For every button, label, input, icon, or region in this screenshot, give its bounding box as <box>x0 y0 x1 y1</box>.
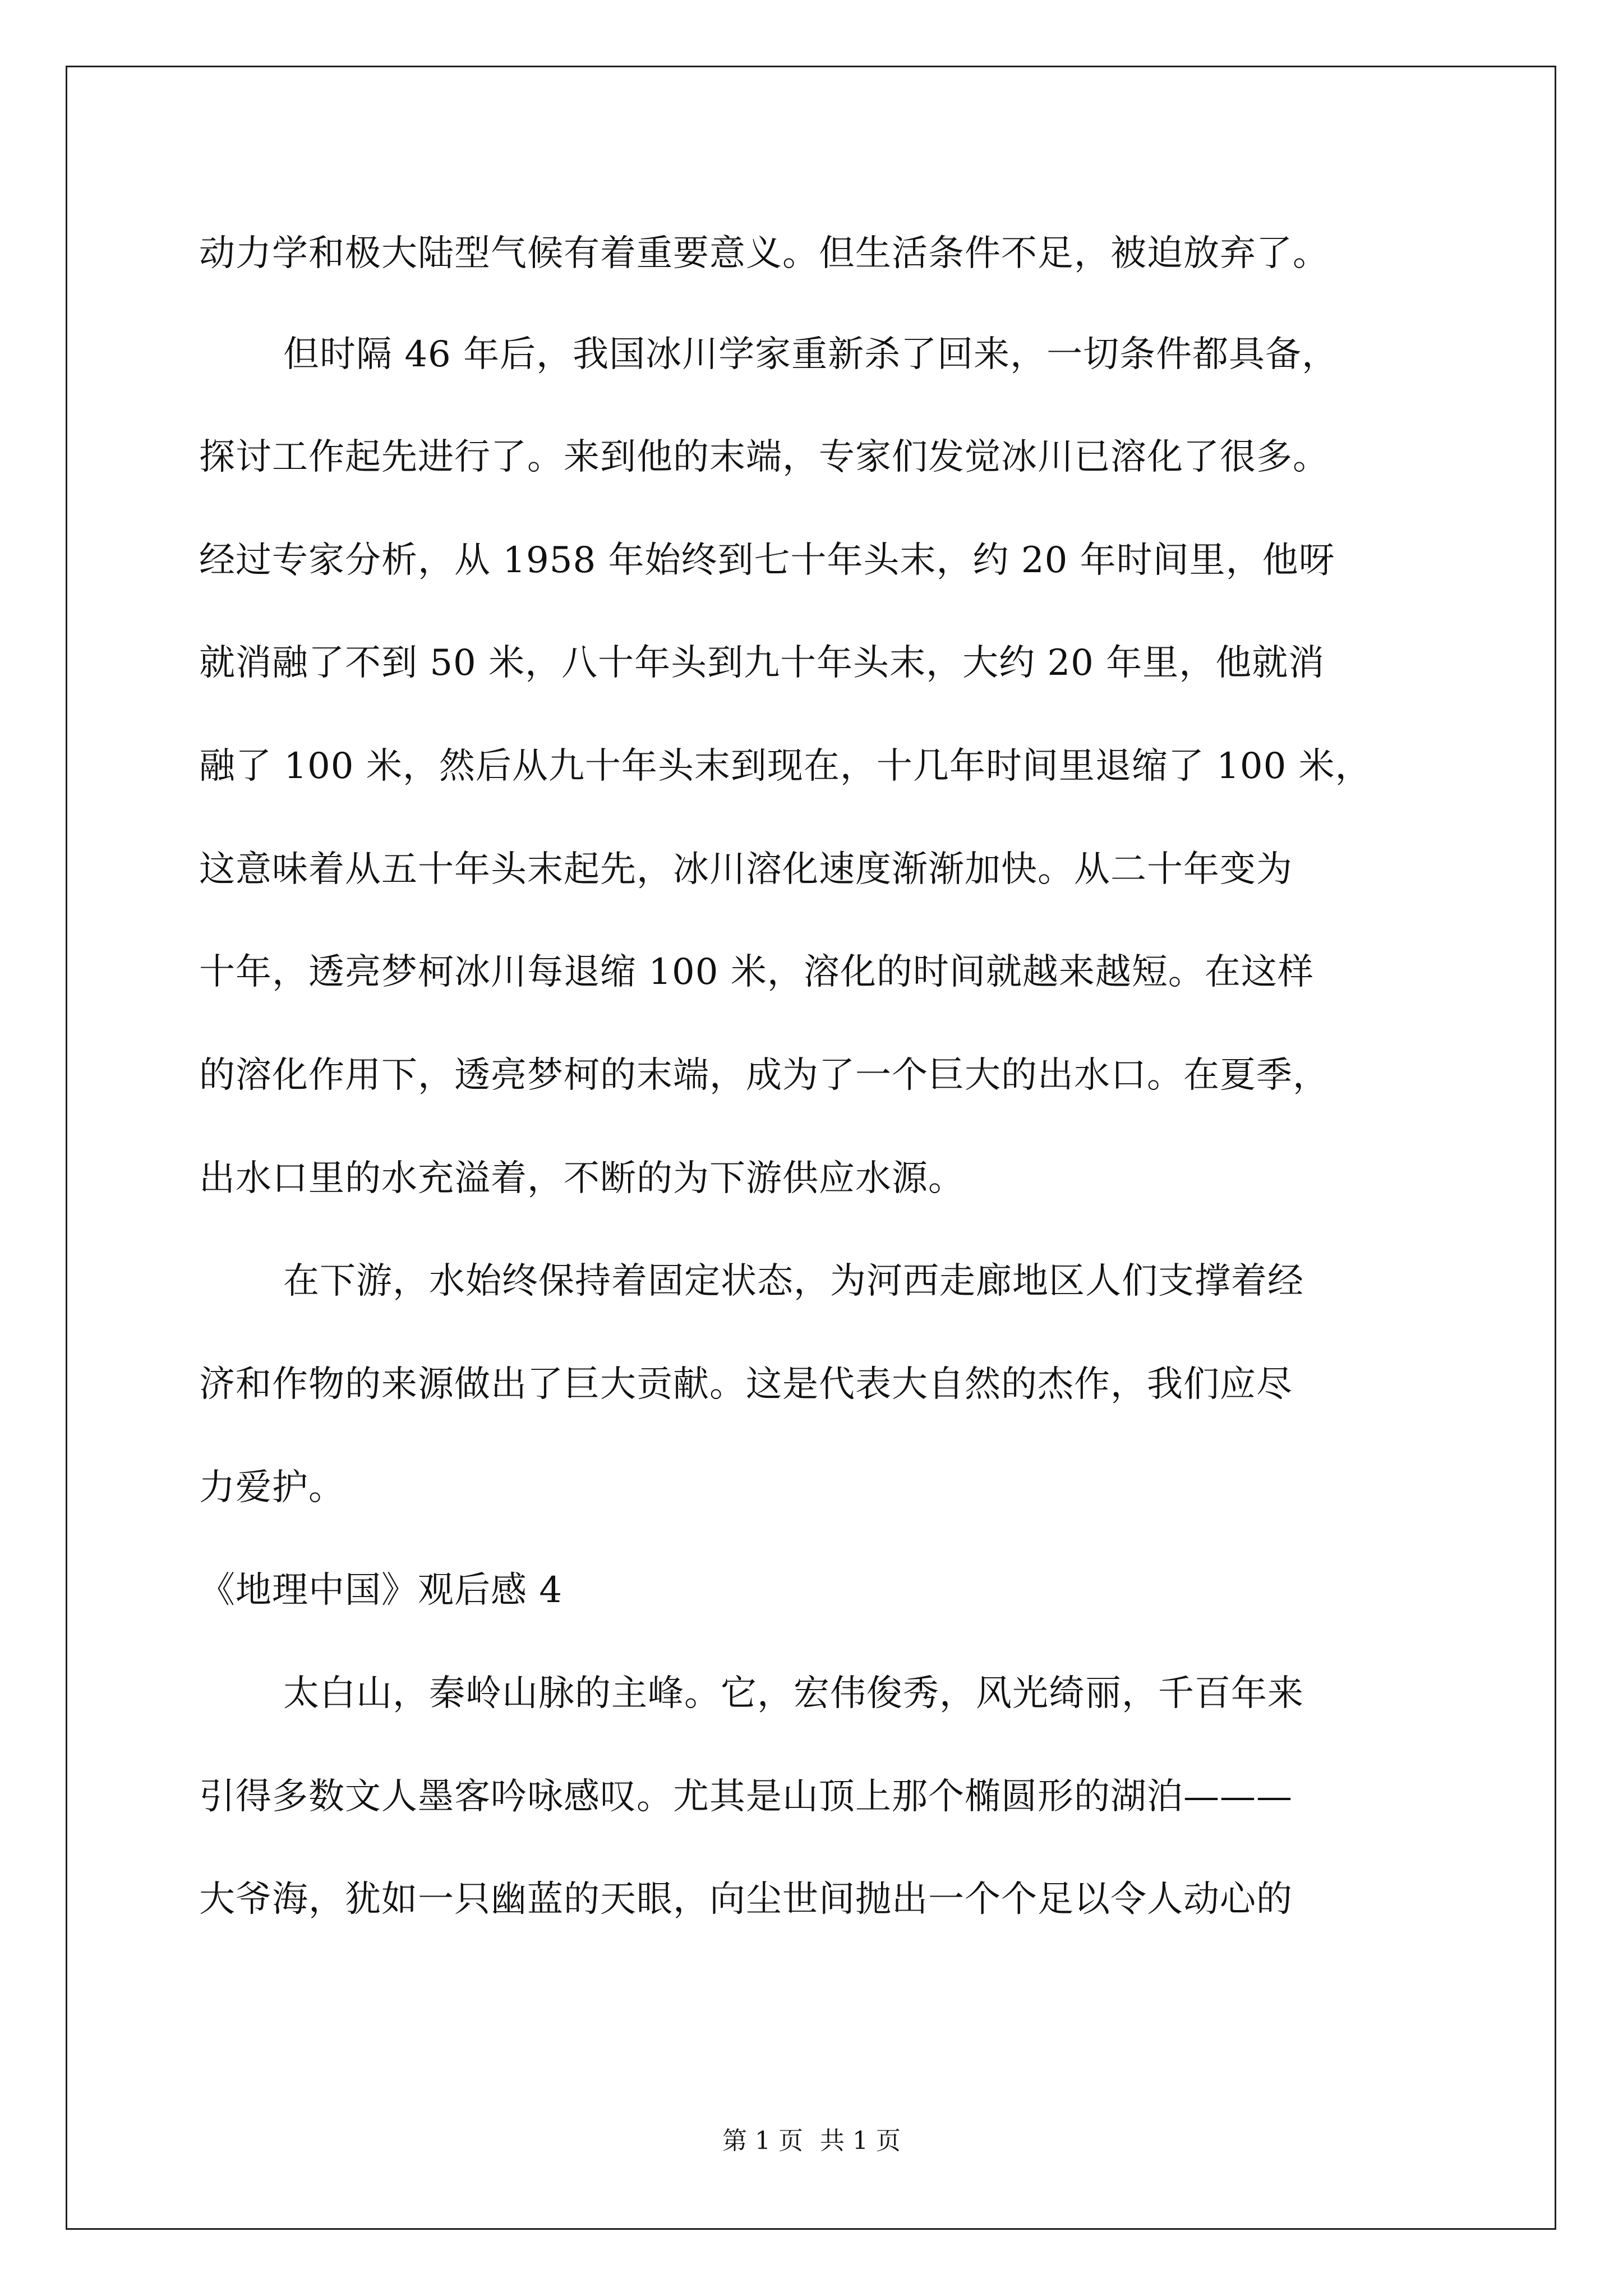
text-line: 这意味着从五十年头末起先，冰川溶化速度渐渐加快。从二十年变为 <box>199 849 1293 890</box>
section-heading: 《地理中国》观后感 4 <box>199 1570 563 1611</box>
page-total: 共 1 页 <box>820 2127 901 2155</box>
text-line: 动力学和极大陆型气候有着重要意义。但生活条件不足，被迫放弃了。 <box>199 233 1329 274</box>
text-line: 经过专家分析，从 1958 年始终到七十年头末，约 20 年时间里，他呀 <box>199 540 1335 581</box>
text-line: 但时隔 46 年后，我国冰川学家重新杀了回来，一切条件都具备， <box>283 334 1339 375</box>
text-line: 出水口里的水充溢着，不断的为下游供应水源。 <box>199 1158 965 1199</box>
text-line: 就消融了不到 50 米，八十年头到九十年头末，大约 20 年里，他就消 <box>199 642 1325 684</box>
page-number: 第 1 页 <box>722 2127 803 2155</box>
text-line: 融了 100 米，然后从九十年头末到现在，十几年时间里退缩了 100 米， <box>199 746 1372 787</box>
text-line: 力爱护。 <box>199 1467 345 1508</box>
text-line: 太白山，秦岭山脉的主峰。它，宏伟俊秀，风光绮丽，千百年来 <box>283 1673 1304 1714</box>
text-line: 十年，透亮梦柯冰川每退缩 100 米，溶化的时间就越来越短。在这样 <box>199 951 1314 993</box>
page-footer <box>0 2129 1623 2154</box>
text-line: 大爷海，犹如一只幽蓝的天眼，向尘世间抛出一个个足以令人动心的 <box>199 1879 1293 1920</box>
text-line: 探讨工作起先进行了。来到他的末端，专家们发觉冰川已溶化了很多。 <box>199 436 1329 478</box>
text-line: 引得多数文人墨客吟咏感叹。尤其是山顶上那个椭圆形的湖泊——— <box>199 1776 1293 1818</box>
text-line: 济和作物的来源做出了巨大贡献。这是代表大自然的杰作，我们应尽 <box>199 1364 1293 1405</box>
text-line: 在下游，水始终保持着固定状态，为河西走廊地区人们支撑着经 <box>283 1260 1304 1302</box>
text-line: 的溶化作用下，透亮梦柯的末端，成为了一个巨大的出水口。在夏季， <box>199 1055 1329 1096</box>
